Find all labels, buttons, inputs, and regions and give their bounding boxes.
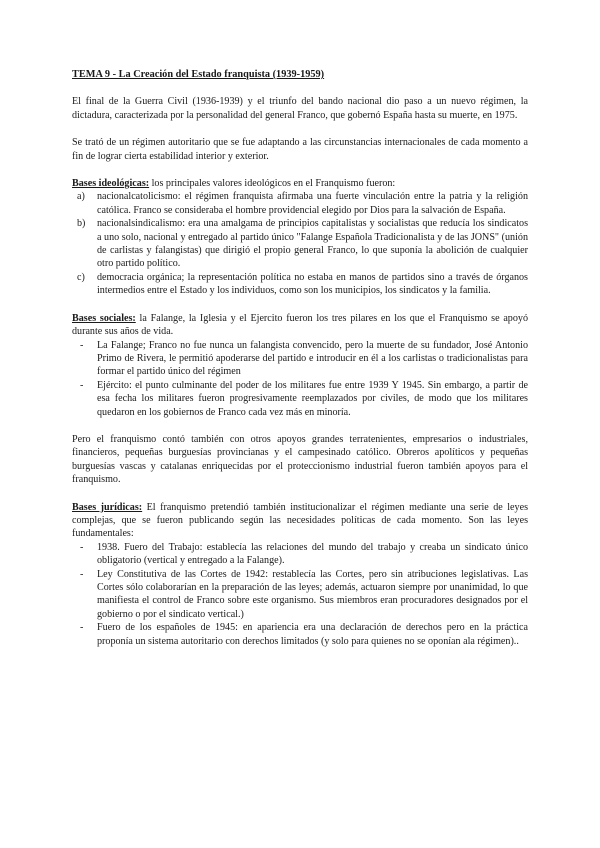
sociales-text: la Falange, la Iglesia y el Ejercito fueron los tres pilares en los que el Franquismo se apoyó durante sus años de vida. bbox=[72, 312, 528, 338]
list-item-text: Ley Constitutiva de las Cortes de 1942: restablecía las Cortes, pero sin atribuciones legislativas. Las Cortes sólo colaborarían en la preparación de las leyes; además, actuaron siempre por unanimidad, lo que manifiesta el control de Franco sobre este organismo. Sus miembros eran procuradores designados por el gobierno o por el sindicato vertical.) bbox=[97, 568, 528, 620]
juridicas-text: El franquismo pretendió también institucionalizar el régimen mediante una serie de leyes complejas, que se fueron publicando según las necesidades políticas de cada momento. Son las leyes fundamentales: bbox=[72, 501, 528, 540]
list-marker: - bbox=[80, 622, 84, 634]
sociales-heading: Bases sociales: bbox=[72, 312, 136, 324]
list-item-text: democracia orgánica; la representación política no estaba en manos de partidos sino a través de órganos intermedios entre el Estado y los individuos, como son los municipios, los sindicatos y la familia. bbox=[97, 271, 528, 297]
list-marker: b) bbox=[77, 218, 86, 230]
list-item bbox=[72, 190, 528, 217]
list-item bbox=[72, 271, 528, 298]
ideologicas-list bbox=[72, 190, 528, 297]
list-marker: - bbox=[80, 568, 84, 580]
sociales-list bbox=[72, 339, 528, 419]
list-item bbox=[72, 217, 528, 271]
list-item-text: 1938. Fuero del Trabajo: establecía las relaciones del mundo del trabajo y creaba un sindicato único obligatorio (vertical y entregado a la Falange). bbox=[97, 541, 528, 567]
juridicas-list bbox=[72, 541, 528, 648]
juridicas-heading: Bases jurídicas: bbox=[72, 501, 143, 513]
list-item-text: Ejército: el punto culminante del poder de los militares fue entre 1939 Y 1945. Sin embargo, a partir de esa fecha los militares fueron progresivamente reemplazados por civiles, de modo que los militares quedaron en los gobiernos de Franco cada vez más en minoría. bbox=[97, 379, 528, 418]
ideologicas-text: los principales valores ideológicos en el Franquismo fueron: bbox=[149, 178, 396, 190]
list-item-text: nacionalcatolicismo: el régimen franquista afirmaba una fuerte vinculación entre la patria y la religión católica. Franco se consideraba el hombre providencial elegido por Dios para la salvación de España. bbox=[97, 191, 528, 216]
intro-paragraph-1: El final de la Guerra Civil (1936-1939) y el triunfo del bando nacional dio paso a un nuevo régimen, la dictadura, caracterizada por la personalidad del general Franco, que gobernó España hasta su muerte, en 1975. bbox=[72, 96, 528, 121]
list-item bbox=[72, 541, 528, 568]
list-item bbox=[72, 568, 528, 622]
list-item bbox=[72, 621, 528, 648]
list-marker: c) bbox=[77, 271, 85, 283]
list-marker: a) bbox=[77, 191, 85, 203]
list-marker: - bbox=[80, 339, 84, 351]
ideologicas-intro bbox=[72, 177, 528, 190]
page-title: TEMA 9 - La Creación del Estado franquista (1939-1959) bbox=[72, 69, 325, 80]
list-item-text: Fuero de los españoles de 1945: en apariencia era una declaración de derechos pero en la práctica proponía un sistema autoritario con derechos limitados (y solo para quienes no se oponían ala régimen).. bbox=[97, 622, 528, 647]
list-item-text: La Falange; Franco no fue nunca un falangista convencido, pero la muerte de su fundador, José Antonio Primo de Rivera, le permitió apoderarse del partido e introducir en él a los carlistas o tradicionalistas para formar el partido único del régimen bbox=[97, 339, 528, 378]
list-item bbox=[72, 339, 528, 379]
juridicas-intro bbox=[72, 501, 528, 541]
list-marker: - bbox=[80, 379, 84, 391]
list-item bbox=[72, 379, 528, 419]
apoyos-paragraph: Pero el franquismo contó también con otros apoyos grandes terratenientes, empresarios o industriales, financieros, pequeñas burguesías provincianas y el campesinado católico. Obreros apolíticos y pequeñas burguesías vascas y catalanas enriquecidas por el proteccionismo industrial fueron también apoyos para el franquismo. bbox=[72, 433, 528, 486]
sociales-intro bbox=[72, 312, 528, 339]
list-item-text: nacionalsindicalismo: era una amalgama de principios capitalistas y socialistas que reducía los sindicatos a uno solo, nacional y entregado al partido único "Falange Española Tradicionalista y de las JONS" (unión de carlistas y falangistas) que dirigió el propio general Franco, lo que suponía la abolición de cualquier otro partido político. bbox=[97, 218, 528, 270]
ideologicas-heading: Bases ideológicas: bbox=[72, 178, 150, 190]
intro-paragraph-2: Se trató de un régimen autoritario que se fue adaptando a las circunstancias internacionales de cada momento a fin de lograr cierta estabilidad interior y exterior. bbox=[72, 137, 528, 162]
list-marker: - bbox=[80, 541, 84, 553]
